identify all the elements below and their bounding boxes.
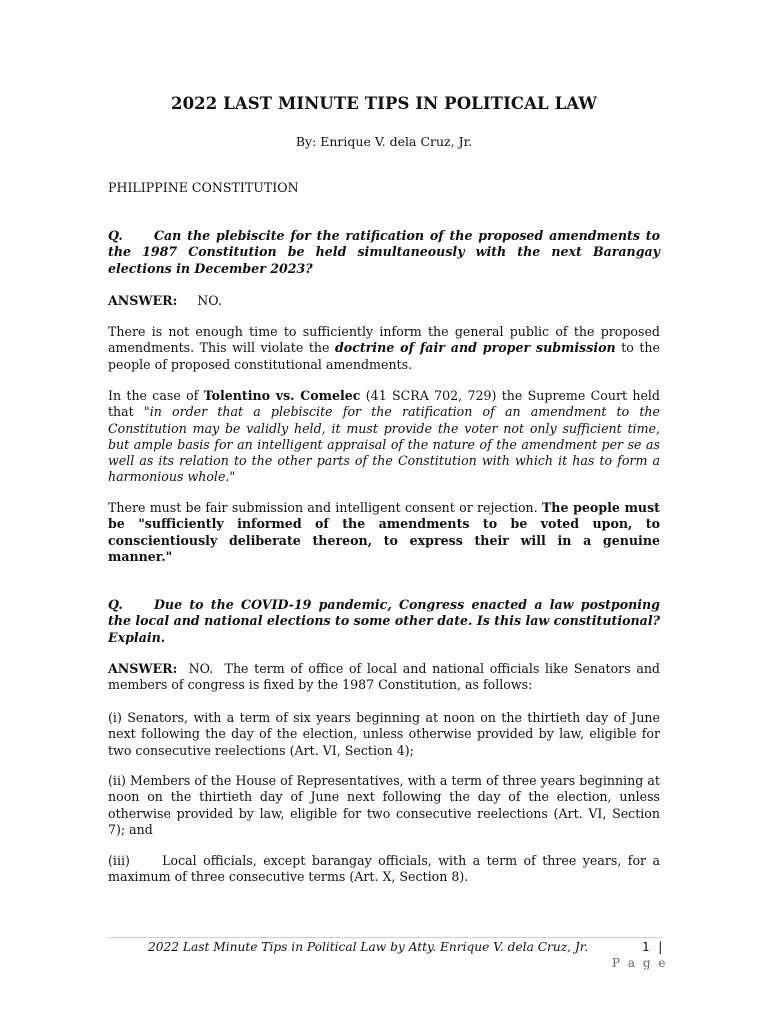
- page-label: P a g e: [612, 956, 668, 970]
- question-2-text: Due to the COVID-19 pandemic, Congress enacted a law postponing the local and national elections to some other date. Is this law constitutional? Explain.: [108, 597, 660, 645]
- document-title: 2022 LAST MINUTE TIPS IN POLITICAL LAW: [171, 94, 597, 113]
- answer-1-paragraph-1: [108, 324, 660, 373]
- answer-2-label: ANSWER:: [108, 661, 178, 676]
- question-2: [108, 597, 660, 646]
- author-byline: By: Enrique V. dela Cruz, Jr.: [295, 134, 473, 149]
- doctrine-emphasis: doctrine of fair and proper submission: [334, 340, 616, 356]
- list-item-local: (iii) Local officials, except barangay officials, with a term of three years, for a maximum of three consecutive terms (Art. X, Section 8).: [108, 853, 665, 885]
- paragraph-text: In the case of: [108, 388, 204, 403]
- document-page: [108, 0, 665, 1024]
- bold-statement: The people must be "sufficiently informed of the amendments to be voted upon, to conscientiously deliberate thereon, to express their will in a genuine manner.": [108, 500, 660, 564]
- paragraph-text: There must be fair submission and intelligent consent or rejection.: [108, 500, 542, 515]
- question-1-text: Can the plebiscite for the ratification of the proposed amendments to the 1987 Constitution be held simultaneously with the next Barangay elections in December 2023?: [108, 228, 660, 276]
- question-1: [108, 228, 660, 277]
- paragraph-text: (41 SCRA 702, 729) the Supreme Court held that: [108, 388, 660, 420]
- answer-1-paragraph-3: [108, 500, 660, 565]
- list-item-senators: (i) Senators, with a term of six years beginning at noon on the thirtieth day of June next following the day of the election, unless otherwise provided by law, eligible for two consecutive reelections (Art. VI, Section 4);: [108, 710, 660, 758]
- page-number: 1 |: [642, 940, 665, 954]
- answer-1-paragraph-2: [108, 388, 660, 486]
- case-citation: Tolentino vs. Comelec: [203, 388, 361, 403]
- footer-text: 2022 Last Minute Tips in Political Law by Atty. Enrique V. dela Cruz, Jr.: [148, 940, 589, 954]
- paragraph-text: There is not enough time to sufficiently inform the general public of the proposed amendments. This will violate the: [108, 324, 660, 356]
- footer-divider: [108, 937, 662, 938]
- list-item-house: (ii) Members of the House of Representatives, with a term of three years beginning at noon on the thirtieth day of June next following the day of the election, unless otherwise provided by law, eligible for two consecutive reelections (Art. VI, Section 7); and: [108, 773, 660, 837]
- answer-1-label: ANSWER:: [108, 293, 178, 308]
- answer-1-line: [108, 293, 660, 309]
- answer-2-text: NO. The term of office of local and national officials like Senators and members of congress is fixed by the 1987 Constitution, as follows:: [108, 661, 665, 693]
- section-heading: PHILIPPINE CONSTITUTION: [108, 180, 299, 195]
- answer-2-paragraph: [108, 661, 665, 694]
- answer-1-value: NO.: [197, 293, 222, 308]
- paragraph-text: to the people of proposed constitutional amendments.: [108, 340, 660, 372]
- question-1-label: Q.: [108, 228, 123, 243]
- court-quote: "in order that a plebiscite for the ratification of an amendment to the Constitution may be validly held, it must provide the voter not only sufficient time, but ample basis for an intelligent appraisal of the nature of the amendment per se as well as its relation to the other parts of the Constitution with which it has to form a harmonious whole.": [108, 404, 660, 485]
- question-2-label: Q.: [108, 597, 123, 612]
